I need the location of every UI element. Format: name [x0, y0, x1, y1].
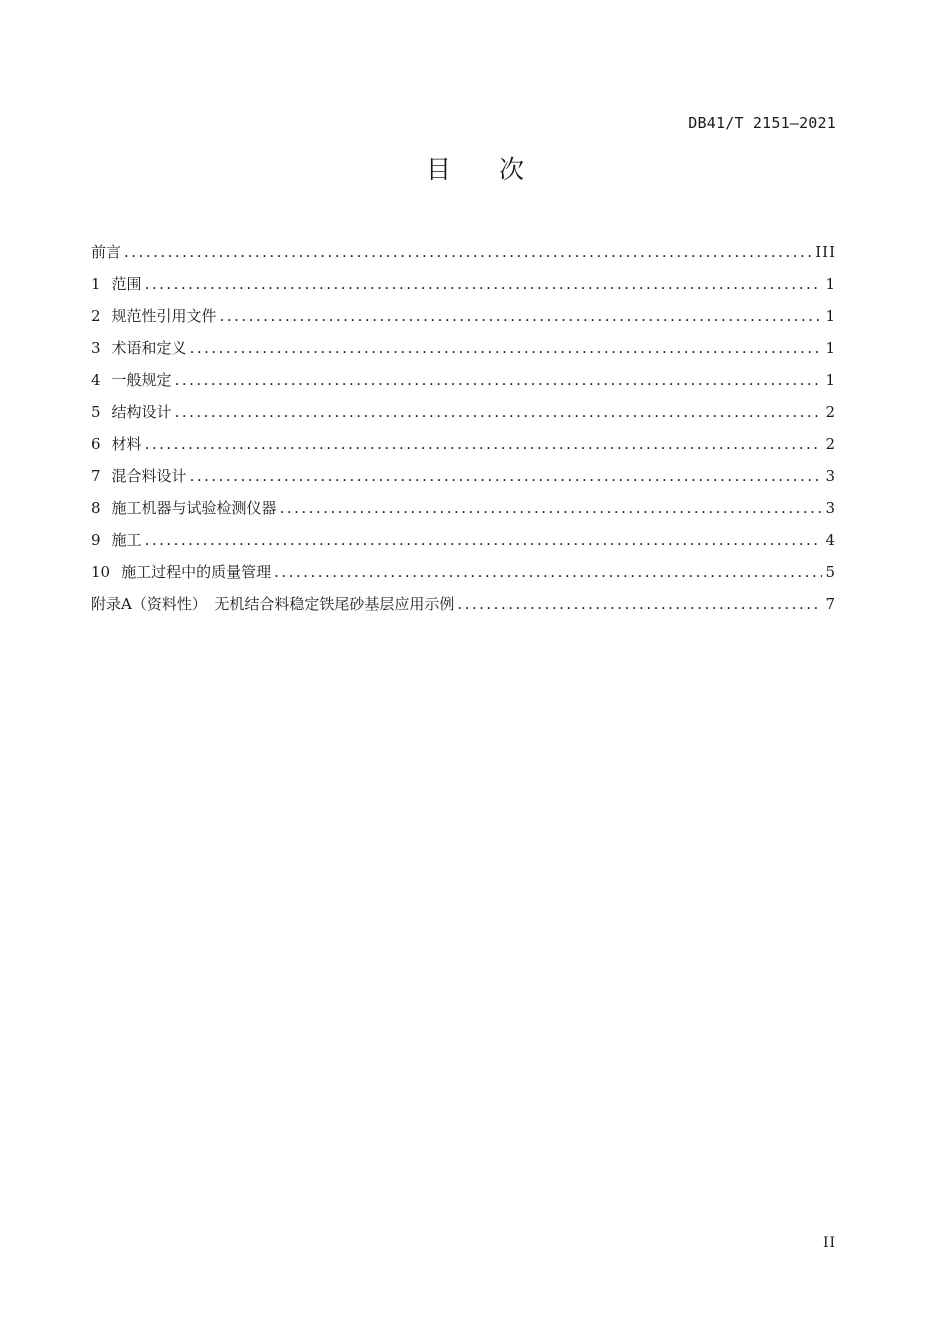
toc-page-number: 3: [825, 499, 836, 517]
toc-leader-dots: [280, 492, 823, 524]
toc-number: 9: [91, 531, 101, 549]
toc-page-number: 1: [825, 307, 836, 325]
table-of-contents: [91, 236, 836, 620]
toc-item-appendix-a[interactable]: [91, 588, 836, 620]
toc-page-number: 5: [825, 563, 836, 581]
toc-label: 材料: [111, 435, 142, 453]
toc-leader-dots: [175, 396, 823, 428]
toc-label: 范围: [111, 275, 142, 293]
toc-item-foreword[interactable]: [91, 236, 836, 268]
toc-label: 结构设计: [111, 403, 172, 421]
toc-page-number: 1: [825, 371, 836, 389]
toc-label: 前言: [91, 243, 122, 261]
page-title: 目次: [425, 155, 572, 184]
toc-number: 2: [91, 307, 101, 325]
toc-item-quality-management[interactable]: [91, 556, 836, 588]
toc-item-mixture-design[interactable]: [91, 460, 836, 492]
toc-label: 附录A（资料性） 无机结合料稳定铁尾砂基层应用示例: [91, 595, 455, 613]
toc-page-number: 2: [825, 435, 836, 453]
toc-label: 规范性引用文件: [111, 307, 217, 325]
toc-page-number: 1: [825, 275, 836, 293]
toc-leader-dots: [145, 268, 823, 300]
toc-number: 5: [91, 403, 101, 421]
toc-leader-dots: [220, 300, 823, 332]
toc-number: 3: [91, 339, 101, 357]
toc-label: 混合料设计: [111, 467, 187, 485]
toc-item-normative-references[interactable]: [91, 300, 836, 332]
toc-page-number: 3: [825, 467, 836, 485]
toc-item-construction[interactable]: [91, 524, 836, 556]
toc-number: 7: [91, 467, 101, 485]
toc-item-materials[interactable]: [91, 428, 836, 460]
toc-label: 术语和定义: [111, 339, 187, 357]
toc-leader-dots: [175, 364, 823, 396]
toc-page-number: 2: [825, 403, 836, 421]
toc-page-number: 4: [825, 531, 836, 549]
toc-leader-dots: [190, 332, 823, 364]
toc-page-number: 1: [825, 339, 836, 357]
toc-label: 施工机器与试验检测仪器: [111, 499, 277, 517]
toc-label: 一般规定: [111, 371, 172, 389]
toc-number: 6: [91, 435, 101, 453]
toc-number: 1: [91, 275, 101, 293]
toc-number: 10: [91, 563, 111, 581]
toc-leader-dots: [124, 236, 812, 268]
toc-item-general-provisions[interactable]: [91, 364, 836, 396]
toc-leader-dots: [145, 524, 823, 556]
toc-item-equipment[interactable]: [91, 492, 836, 524]
toc-label: 施工过程中的质量管理: [121, 563, 272, 581]
toc-leader-dots: [274, 556, 822, 588]
toc-item-terms-definitions[interactable]: [91, 332, 836, 364]
toc-item-structural-design[interactable]: [91, 396, 836, 428]
document-code: DB41/T 2151—2021: [688, 114, 836, 132]
toc-page-number: 7: [825, 595, 836, 613]
toc-number: 4: [91, 371, 101, 389]
page-number: II: [822, 1235, 836, 1251]
toc-number: 8: [91, 499, 101, 517]
toc-leader-dots: [145, 428, 823, 460]
toc-leader-dots: [457, 588, 822, 620]
toc-page-number: III: [815, 243, 836, 261]
toc-label: 施工: [111, 531, 142, 549]
toc-item-scope[interactable]: [91, 268, 836, 300]
toc-leader-dots: [190, 460, 823, 492]
